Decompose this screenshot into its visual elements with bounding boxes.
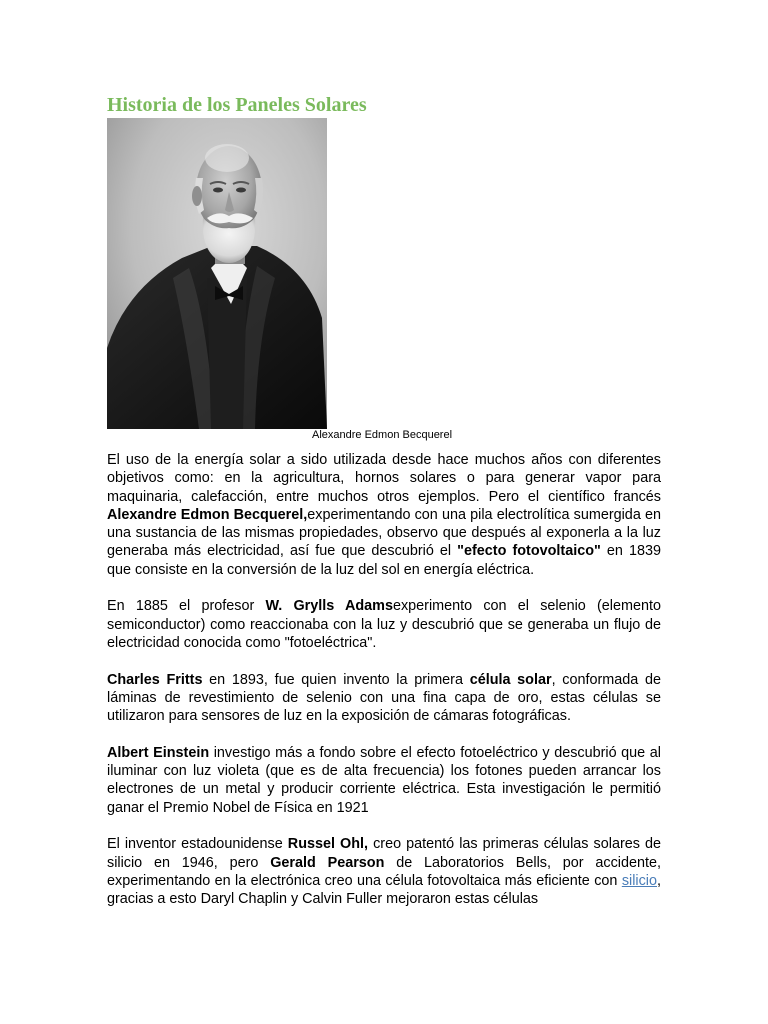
- paragraph-text: , gracias a esto Daryl Chaplin y Calvin Fuller mejoraron estas células: [107, 872, 661, 908]
- bold-text: "efecto fotovoltaico": [457, 543, 601, 560]
- paragraph-text: de Laboratorios Bells, por accidente, experimentando en la electrónica creo una célula fotovoltaica más eficiente con: [107, 854, 661, 889]
- paragraph-text: en 1839 que consiste en la conversión de la luz del sol en energía eléctrica.: [107, 543, 661, 578]
- paragraph-text: creo patentó las primeras células solares de silicio en 1946, pero: [107, 836, 662, 871]
- silicio-link[interactable]: silicio: [621, 872, 657, 889]
- paragraph-text: experimentando con una pila electrolítica sumergida en una sustancia de las mismas propiedades, observo que después al exponerla a la luz generaba más electricidad, así fue que descubrió el: [107, 506, 661, 560]
- bold-text: Russel Ohl,: [287, 836, 369, 853]
- page-title: Historia de los Paneles Solares: [107, 94, 367, 116]
- paragraph-text: , conformada de láminas de revestimiento de selenio con una fina capa de oro, estas células se utilizaron para sensores de luz en la exposición de cámaras fotográficas.: [107, 671, 661, 725]
- bold-text: célula solar: [469, 671, 552, 688]
- bold-text: W. Grylls Adams: [265, 598, 393, 615]
- paragraph-text: investigo más a fondo sobre el efecto fotoeléctrico y descubrió que al iluminar con luz violeta (que es de alta frecuencia) los fotones pueden arrancar los electrones de un metal y producir corriente eléctrica. Esta investigación le permitió ganar el Premio Nobel de Física en 1921: [107, 744, 661, 816]
- paragraph: [107, 451, 661, 579]
- paragraph-text: experimento con el selenio (elemento semiconductor) como reaccionaba con la luz y descubrió que se generaba un flujo de electricidad conocida como "fotoeléctrica".: [107, 598, 662, 651]
- paragraph: [107, 744, 661, 817]
- paragraph: [107, 597, 661, 652]
- paragraph-text: En 1885 el profesor: [107, 598, 266, 615]
- bold-text: Alexandre Edmon Becquerel,: [107, 506, 308, 523]
- paragraph-text: El inventor estadounidense: [107, 836, 288, 853]
- bold-text: Gerald Pearson: [270, 854, 385, 871]
- paragraph: [107, 835, 661, 908]
- paragraph-text: El uso de la energía solar a sido utilizada desde hace muchos años con diferentes objetivos como: en la agricultura, hornos solares o para generar vapor para maquinaria, calefacción, entre muchos otros ejemplos. Pero el científico francés: [107, 452, 661, 505]
- portrait-photo: [107, 118, 327, 429]
- image-caption: Alexandre Edmon Becquerel: [312, 429, 453, 441]
- article-body: [107, 451, 661, 927]
- paragraph: [107, 671, 661, 726]
- paragraph-text: en 1893, fue quien invento la primera: [202, 671, 470, 688]
- bold-text: Albert Einstein: [107, 744, 210, 761]
- bold-text: Charles Fritts: [107, 671, 203, 688]
